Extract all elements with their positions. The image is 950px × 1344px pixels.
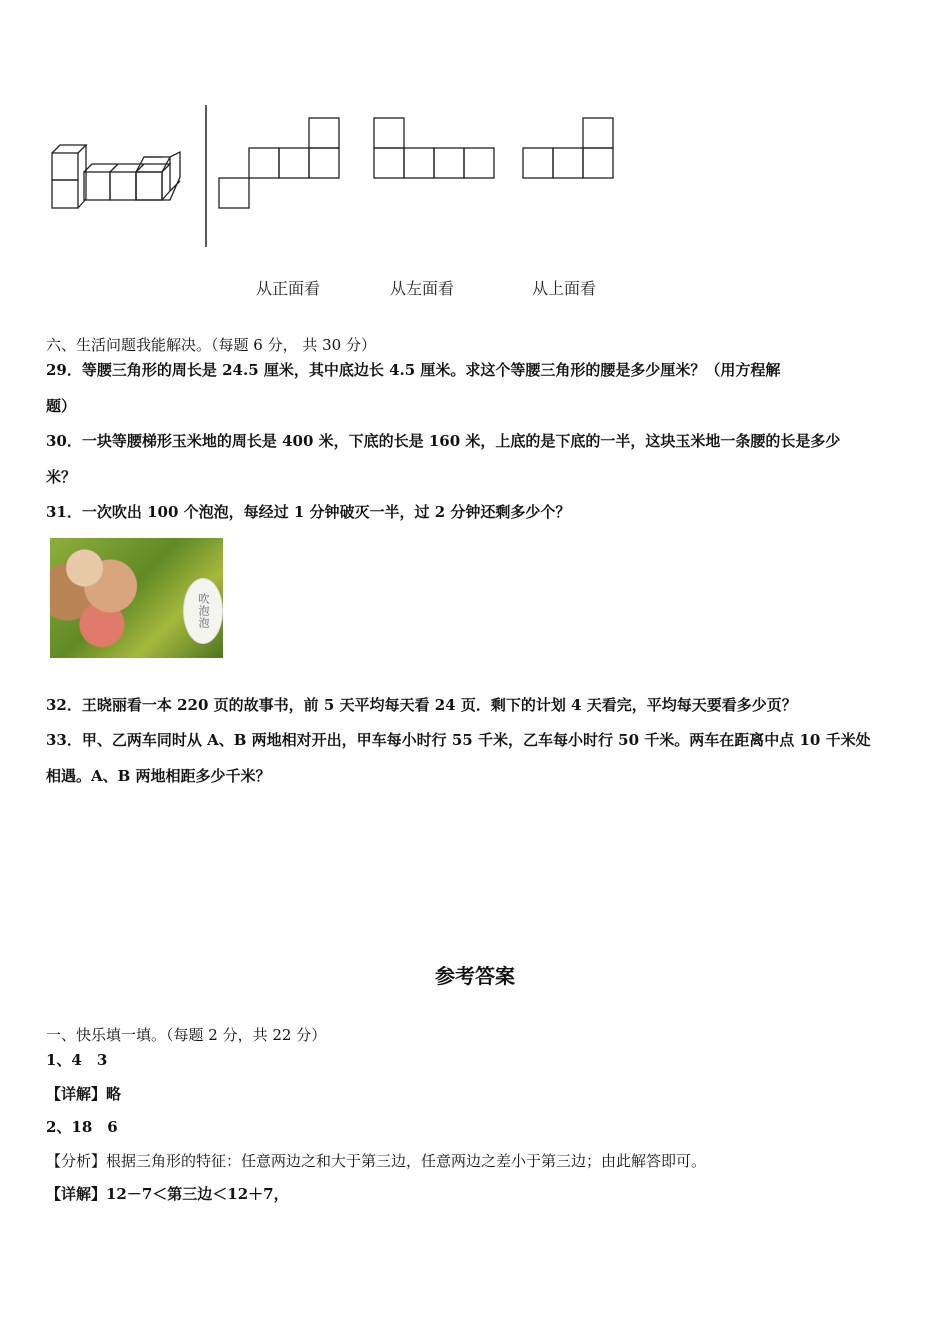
front-view-label: 从正面看 xyxy=(256,279,321,298)
question-30-line2: 米？ xyxy=(46,468,77,486)
answer-2-analysis: 【分析】根据三角形的特征：任意两边之和大于第三边，任意两边之差小于第三边；由此解答即可。 xyxy=(46,1152,707,1170)
front-view-drawing xyxy=(219,118,339,208)
top-view-drawing xyxy=(523,118,613,178)
left-view-drawing xyxy=(374,118,494,178)
question-33-line2: 相遇。A、B 两地相距多少千米？ xyxy=(46,767,271,785)
answer-2-detail: 【详解】12－7＜第三边＜12＋7， xyxy=(46,1185,289,1203)
question-32: 32．王晓丽看一本 220 页的故事书，前 5 天平均每天看 24 页．剩下的计划 4 天看完，平均每天要看多少页？ xyxy=(46,696,797,714)
left-view-label: 从左面看 xyxy=(390,279,455,298)
bubble-girl-photo xyxy=(50,538,223,658)
bubble-speech-text: 吹泡泡 xyxy=(183,578,223,644)
answers-section1-heading: 一、快乐填一填。（每题 2 分，共 22 分） xyxy=(46,1026,327,1044)
question-31: 31．一次吹出 100 个泡泡，每经过 1 分钟破灭一半，过 2 分钟还剩多少个？ xyxy=(46,503,571,521)
three-views-figure xyxy=(40,95,640,255)
answers-title: 参考答案 xyxy=(435,964,515,988)
answer-1-detail: 【详解】略 xyxy=(46,1085,122,1103)
cube-solid-drawing xyxy=(52,145,180,208)
question-29-line1: 29．等腰三角形的周长是 24.5 厘米，其中底边长 4.5 厘米。求这个等腰三角形的腰是多少厘米？（用方程解 xyxy=(46,361,781,379)
question-30-line1: 30．一块等腰梯形玉米地的周长是 400 米，下底的长是 160 米，上底的是下底的一半，这块玉米地一条腰的长是多少 xyxy=(46,432,841,450)
answer-1: 1、4 3 xyxy=(46,1051,108,1069)
question-29-line2: 题） xyxy=(46,397,77,415)
section6-heading: 六、生活问题我能解决。（每题 6 分， 共 30 分） xyxy=(46,336,376,354)
answer-2: 2、18 6 xyxy=(46,1118,118,1136)
top-view-label: 从上面看 xyxy=(532,279,597,298)
question-33-line1: 33．甲、乙两车同时从 A、B 两地相对开出，甲车每小时行 55 千米，乙车每小时行 50 千米。两车在距离中点 10 千米处 xyxy=(46,731,871,749)
